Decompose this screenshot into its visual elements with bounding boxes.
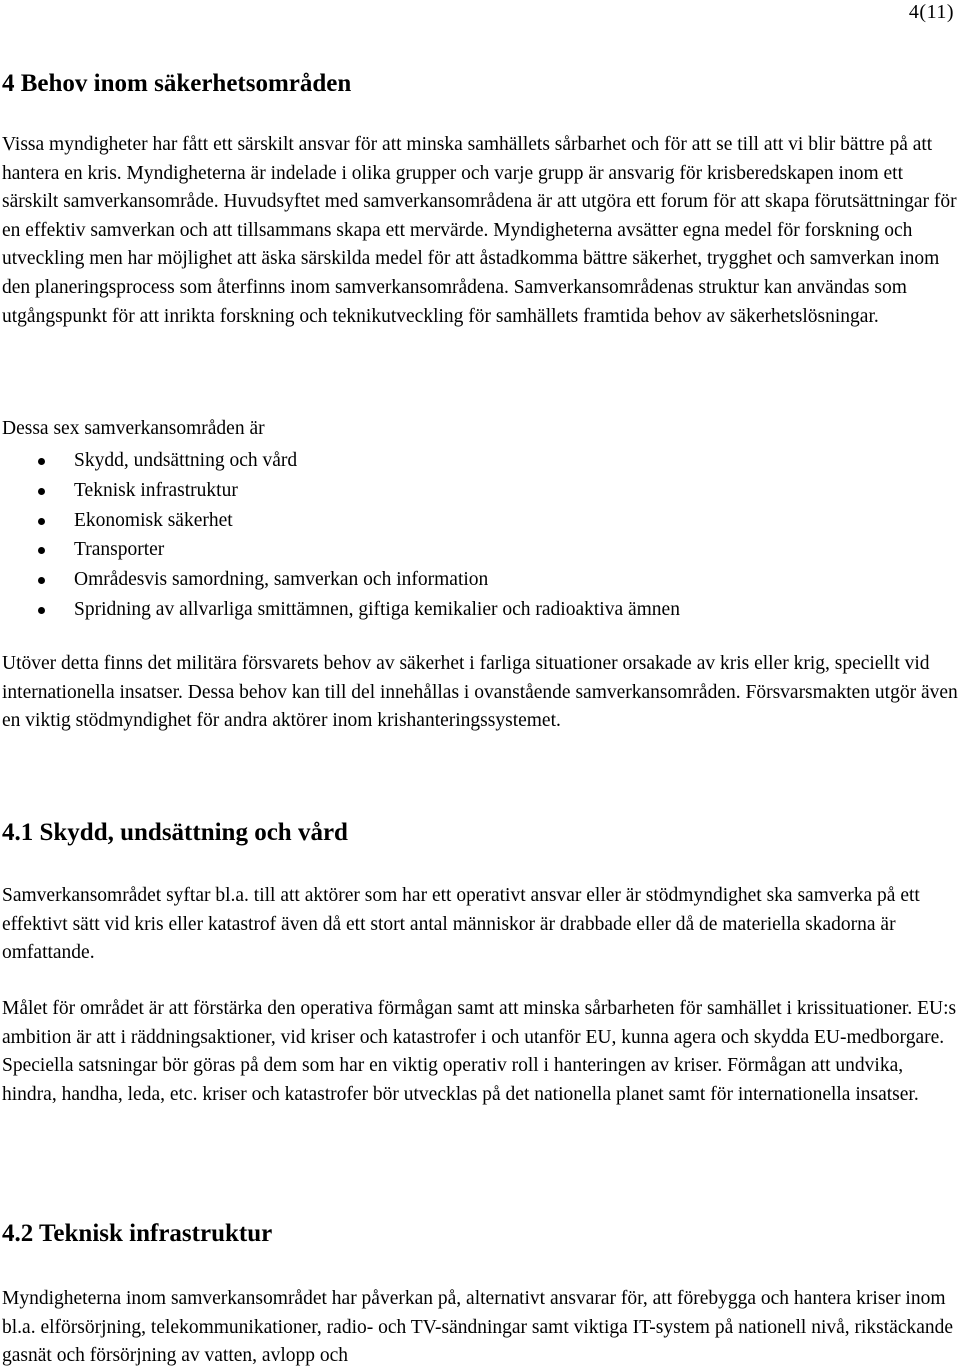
subsection-title-4-1: 4.1 Skydd, undsättning och vård (2, 819, 348, 846)
section-title: 4 Behov inom säkerhetsområden (2, 70, 352, 97)
cooperation-areas-list (0, 446, 950, 625)
bullet-icon (38, 607, 45, 614)
bullet-icon (38, 518, 45, 525)
subsection-4-2-paragraph-1: Myndigheterna inom samverkansområdet har påverkan på, alternativt ansvarar för, att förebygga och hantera kriser inom bl.a. elförsörjning, telekommunikationer, radio- och TV-sändningar samt viktiga IT-system på nationell nivå, rikstäckande gasnät och försörjning av vatten, avlopp och (2, 1288, 954, 1367)
after-list-paragraph: Utöver detta finns det militära försvarets behov av säkerhet i farliga situationer orsakade av kris eller krig, speciellt vid internationella insatser. Dessa behov kan till del innehållas i ovanstående samverkansområden. Försvarsmakten utgör även en viktig stödmyndighet för andra aktörer inom krishanteringssystemet. (2, 653, 958, 732)
list-item: Ekonomisk säkerhet (0, 506, 950, 536)
list-item: Transporter (0, 535, 950, 565)
list-item: Teknisk infrastruktur (0, 476, 950, 506)
list-intro: Dessa sex samverkansområden är (2, 418, 265, 439)
bullet-icon (38, 547, 45, 554)
bullet-icon (38, 488, 45, 495)
bullet-icon (38, 577, 45, 584)
bullet-icon (38, 458, 45, 465)
subsection-4-1-paragraph-1: Samverkansområdet syftar bl.a. till att aktörer som har ett operativt ansvar eller är stödmyndighet ska samverka på ett effektivt sätt vid kris eller katastrof även då ett stort antal människor är drabbade eller då de materiella skadorna är omfattande. (2, 885, 920, 964)
list-item: Spridning av allvarliga smittämnen, giftiga kemikalier och radioaktiva ämnen (0, 595, 950, 625)
list-item: Skydd, undsättning och vård (0, 446, 950, 476)
intro-paragraph: Vissa myndigheter har fått ett särskilt ansvar för att minska samhällets sårbarhet och för att se till att vi blir bättre på att hantera en kris. Myndigheterna är indelade i olika grupper och varje grupp är ansvarig för krisberedskapen inom ett särskilt samverkansområde. Huvudsyftet med samverkansområdena är att utgöra ett forum för att skapa förutsättningar för en effektiv samverkan och att tillsammans skapa ett mervärde. Myndigheterna avsätter egna medel för forskning och utveckling men har möjlighet att äska särskilda medel för att åstadkomma bättre säkerhet, trygghet och samverkan inom den planeringsprocess som återfinns inom samverkansområdena. Samverkansområdenas struktur kan användas som utgångspunkt för att inrikta forskning och teknikutveckling för samhällets framtida behov av säkerhetslösningar. (2, 134, 957, 327)
page-number: 4(11) (908, 1, 954, 23)
subsection-4-1-paragraph-2: Målet för området är att förstärka den operativa förmågan samt att minska sårbarheten för samhället i krissituationer. EU:s ambition är att i räddningsaktioner, vid kriser och katastrofer i och utanför EU, kunna agera och skydda EU-medborgare. Speciella satsningar bör göras på dem som har en viktig operativ roll i hanteringen av kriser. Förmågan att undvika, hindra, handha, leda, etc. kriser och katastrofer bör utvecklas på det nationella planet samt för internationella insatser. (2, 998, 957, 1105)
subsection-title-4-2: 4.2 Teknisk infrastruktur (2, 1220, 273, 1247)
list-item: Områdesvis samordning, samverkan och information (0, 565, 950, 595)
